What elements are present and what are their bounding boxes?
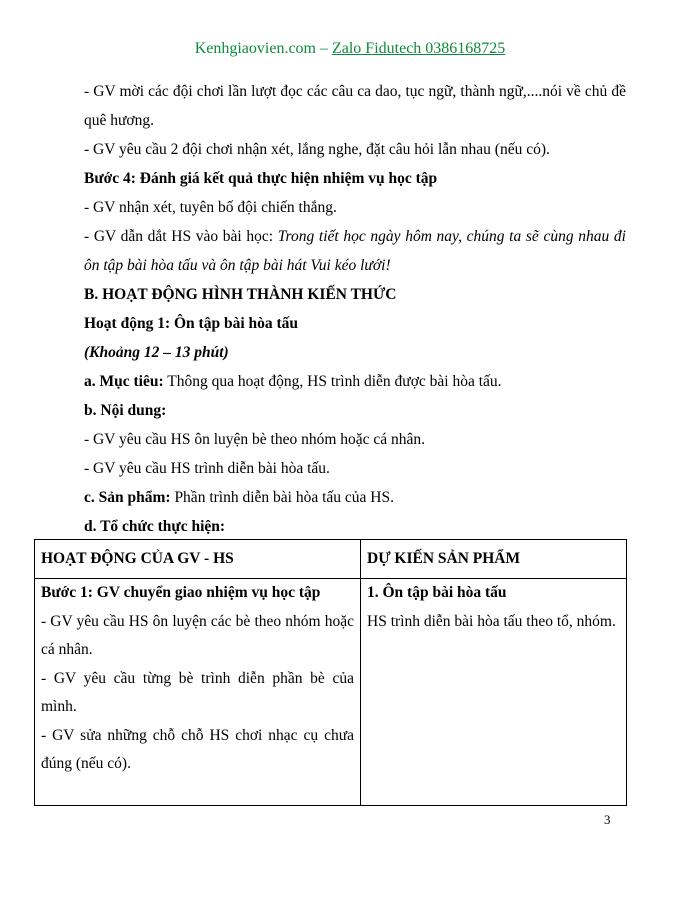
- activity1-heading: Hoạt động 1: Ôn tập bài hòa tấu: [84, 315, 299, 332]
- step1-heading: Bước 1: GV chuyển giao nhiệm vụ học tập: [41, 584, 321, 601]
- table-header-row: [35, 540, 627, 579]
- activity-table: [34, 539, 627, 806]
- header-site[interactable]: Kenhgiaovien.com: [194, 40, 316, 57]
- page-number: 3: [604, 812, 611, 827]
- activity-duration: (Khoảng 12 – 13 phút): [84, 344, 229, 361]
- content-label: b. Nội dung:: [84, 402, 167, 419]
- goal-text: Thông qua hoạt động, HS trình diễn được bài hòa tấu.: [163, 373, 502, 390]
- content-item-1: - GV yêu cầu HS ôn luyện bè theo nhóm hoặc cá nhân.: [84, 431, 426, 448]
- content-item-2: - GV yêu cầu HS trình diễn bài hòa tấu.: [84, 460, 330, 477]
- organization-label: d. Tổ chức thực hiện:: [84, 518, 226, 535]
- table-cell-expected-product: [361, 579, 627, 806]
- header-contact-link[interactable]: Zalo Fidutech 0386168725: [331, 40, 506, 57]
- table-head-right: DỰ KIẾN SẢN PHẨM: [361, 540, 627, 579]
- page-header: [0, 40, 700, 58]
- product-description: HS trình diễn bài hòa tấu theo tổ, nhóm.: [367, 612, 616, 630]
- paragraph-read-proverbs: - GV mời các đội chơi lần lượt đọc các câu ca dao, tục ngữ, thành ngữ,....nói về chủ đề quê hương.: [84, 83, 626, 129]
- goal-label: a. Mục tiêu:: [84, 373, 164, 390]
- teacher-task-3: - GV sửa những chỗ chỗ HS chơi nhạc cụ chưa đúng (nếu có).: [41, 726, 354, 772]
- goal-paragraph: [84, 367, 626, 396]
- product-label: c. Sản phẩm:: [84, 489, 171, 506]
- table-row: [35, 579, 627, 806]
- lead-in-italic: Trong tiết học ngày hôm nay, chúng ta sẽ cùng nhau đi ôn tập bài hòa tấu và ôn tập bài hát Vui kéo lưới!: [84, 228, 626, 274]
- document-body: [84, 77, 626, 541]
- table-cell-teacher-activity: [35, 579, 361, 806]
- table-head-left: HOẠT ĐỘNG CỦA GV - HS: [35, 540, 361, 579]
- lead-in-prefix: - GV dẫn dắt HS vào bài học:: [84, 228, 278, 245]
- paragraph-teams-comment: - GV yêu cầu 2 đội chơi nhận xét, lắng nghe, đặt câu hỏi lẫn nhau (nếu có).: [84, 141, 550, 158]
- teacher-task-2: - GV yêu cầu từng bè trình diễn phần bè của mình.: [41, 669, 354, 715]
- paragraph-announce-winner: - GV nhận xét, tuyên bố đội chiến thắng.: [84, 199, 337, 216]
- step4-heading: Bước 4: Đánh giá kết quả thực hiện nhiệm vụ học tập: [84, 170, 438, 187]
- header-separator: –: [319, 40, 328, 57]
- product-title: 1. Ôn tập bài hòa tấu: [367, 584, 507, 601]
- product-paragraph: [84, 483, 626, 512]
- section-b-heading: B. HOẠT ĐỘNG HÌNH THÀNH KIẾN THỨC: [84, 286, 397, 303]
- product-text: Phần trình diễn bài hòa tấu của HS.: [170, 489, 394, 506]
- teacher-task-1: - GV yêu cầu HS ôn luyện các bè theo nhóm hoặc cá nhân.: [41, 612, 354, 658]
- paragraph-lead-in: [84, 222, 626, 280]
